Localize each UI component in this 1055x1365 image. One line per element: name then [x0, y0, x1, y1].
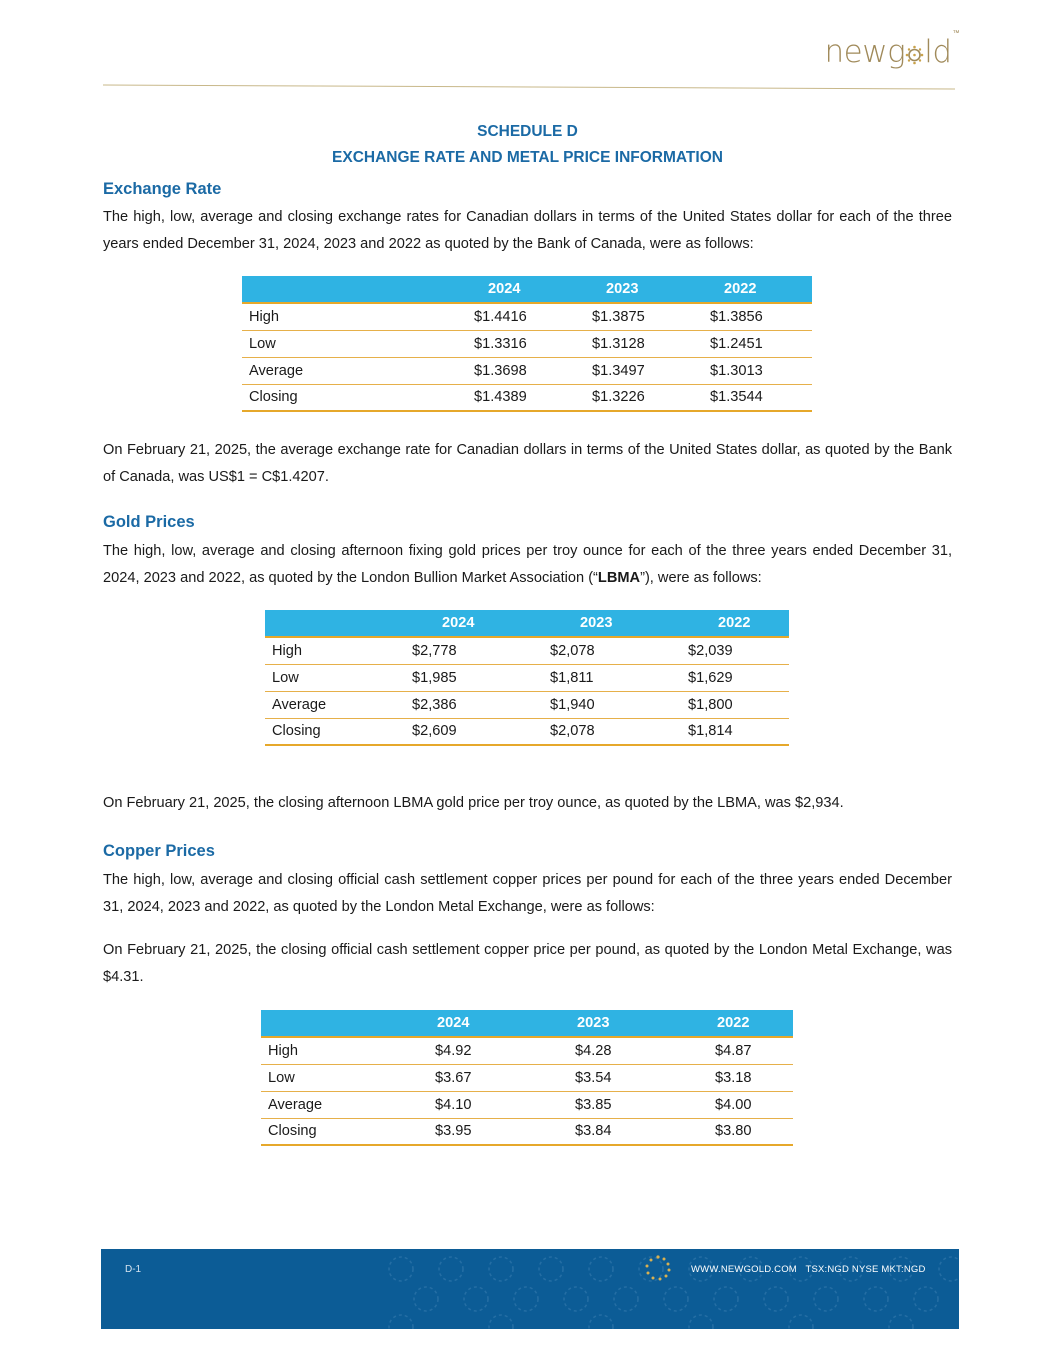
exchange-rate-heading: Exchange Rate [103, 180, 222, 198]
table-cell: $3.80 [699, 1118, 793, 1145]
logo-text-b: ld [924, 34, 952, 70]
table-cell: $1.3128 [592, 330, 710, 357]
table-header-row [265, 610, 789, 637]
logo-text-a: newg [824, 34, 906, 70]
schedule-subtitle: EXCHANGE RATE AND METAL PRICE INFORMATION [332, 149, 723, 166]
table-cell: $1.4416 [474, 303, 592, 330]
lbma-term: LBMA [597, 569, 641, 586]
column-header [265, 610, 412, 637]
schedule-title: SCHEDULE D [477, 123, 578, 140]
table-cell: $1.4389 [474, 384, 592, 411]
table-cell: $1.3497 [592, 357, 710, 384]
newgold-logo [824, 28, 959, 70]
column-header: 2022 [688, 610, 789, 637]
column-header: 2022 [710, 276, 812, 303]
table-cell: $1,814 [688, 718, 789, 745]
table-row [265, 691, 789, 718]
row-label: Low [261, 1064, 419, 1091]
exchange-rate-note: On February 21, 2025, the average exchange rate for Canadian dollars in terms of the United States dollar, as quoted by the Bank of Canada, was US$1 = C$1.4207. [103, 442, 952, 485]
column-header [242, 276, 474, 303]
copper-prices-intro: The high, low, average and closing official cash settlement copper prices per pound for each of the three years ended December 31, 2024, 2023 and 2022, as quoted by the London Metal Exchange, were as follows: [103, 872, 952, 915]
column-header [261, 1010, 419, 1037]
table-cell: $1.3316 [474, 330, 592, 357]
row-label: Closing [261, 1118, 419, 1145]
column-header: 2023 [550, 610, 688, 637]
gold-intro-text-end: ”), were as follows: [640, 569, 762, 586]
website-link[interactable]: WWW.NEWGOLD.COM [691, 1264, 797, 1275]
logo-sun-icon [905, 34, 924, 70]
table-cell: $1,940 [550, 691, 688, 718]
row-label: High [261, 1037, 419, 1064]
table-header-row [261, 1010, 793, 1037]
table-row [242, 357, 812, 384]
gold-prices-table [265, 610, 789, 746]
table-row [242, 303, 812, 330]
column-header: 2024 [419, 1010, 559, 1037]
column-header: 2022 [699, 1010, 793, 1037]
table-row [261, 1118, 793, 1145]
table-cell: $2,078 [550, 637, 688, 664]
row-label: Closing [265, 718, 412, 745]
gold-intro-text: The high, low, average and closing afternoon fixing gold prices per troy ounce for each of the three years ended December 31, 2024, 2023 and 2022, as quoted by the London Bullion Market Association (“ [103, 543, 952, 586]
table-cell: $2,609 [412, 718, 550, 745]
table-cell: $4.92 [419, 1037, 559, 1064]
table-cell: $1.3226 [592, 384, 710, 411]
table-cell: $1.3875 [592, 303, 710, 330]
table-cell: $1.3013 [710, 357, 812, 384]
copper-prices-table [261, 1010, 793, 1146]
table-row [261, 1037, 793, 1064]
table-cell: $4.28 [559, 1037, 699, 1064]
exchange-rate-table [242, 276, 812, 412]
table-cell: $3.95 [419, 1118, 559, 1145]
table-cell: $1.3698 [474, 357, 592, 384]
gold-prices-heading: Gold Prices [103, 513, 195, 531]
table-row [242, 384, 812, 411]
table-cell: $4.00 [699, 1091, 793, 1118]
table-row [261, 1091, 793, 1118]
row-label: High [242, 303, 474, 330]
column-header: 2024 [412, 610, 550, 637]
table-cell: $1.3856 [710, 303, 812, 330]
table-row [265, 637, 789, 664]
table-header-row [242, 276, 812, 303]
page-number: D-1 [125, 1264, 142, 1275]
table-row [265, 664, 789, 691]
table-cell: $1.3544 [710, 384, 812, 411]
row-label: Average [261, 1091, 419, 1118]
header-divider [103, 84, 955, 90]
table-cell: $3.18 [699, 1064, 793, 1091]
row-label: Average [265, 691, 412, 718]
table-row [261, 1064, 793, 1091]
table-cell: $1,800 [688, 691, 789, 718]
table-cell: $3.67 [419, 1064, 559, 1091]
row-label: Closing [242, 384, 474, 411]
newgold-sun-icon [644, 1254, 672, 1282]
table-row [265, 718, 789, 745]
copper-prices-heading: Copper Prices [103, 842, 215, 860]
exchange-rate-intro: The high, low, average and closing exchange rates for Canadian dollars in terms of the United States dollar for each of the three years ended December 31, 2024, 2023 and 2022 as quoted by the Bank of Canada, were as follows: [103, 209, 952, 252]
row-label: Average [242, 357, 474, 384]
column-header: 2023 [592, 276, 710, 303]
row-label: Low [242, 330, 474, 357]
table-cell: $1,811 [550, 664, 688, 691]
table-row [242, 330, 812, 357]
stock-tickers: TSX:NGD NYSE MKT:NGD [805, 1264, 926, 1275]
row-label: Low [265, 664, 412, 691]
table-cell: $3.85 [559, 1091, 699, 1118]
table-cell: $4.87 [699, 1037, 793, 1064]
trademark-mark: ™ [952, 28, 959, 37]
table-cell: $2,078 [550, 718, 688, 745]
table-cell: $2,386 [412, 691, 550, 718]
table-cell: $2,778 [412, 637, 550, 664]
column-header: 2023 [559, 1010, 699, 1037]
column-header: 2024 [474, 276, 592, 303]
page-footer [101, 1249, 959, 1329]
gold-prices-intro [103, 538, 952, 591]
table-cell: $3.54 [559, 1064, 699, 1091]
table-cell: $1,629 [688, 664, 789, 691]
row-label: High [265, 637, 412, 664]
table-cell: $3.84 [559, 1118, 699, 1145]
table-cell: $1.2451 [710, 330, 812, 357]
table-cell: $4.10 [419, 1091, 559, 1118]
table-cell: $2,039 [688, 637, 789, 664]
footer-links [691, 1264, 926, 1275]
copper-prices-note: On February 21, 2025, the closing official cash settlement copper price per pound, as quoted by the London Metal Exchange, was $4.31. [103, 942, 952, 985]
table-cell: $1,985 [412, 664, 550, 691]
gold-prices-note: On February 21, 2025, the closing afternoon LBMA gold price per troy ounce, as quoted by the LBMA, was $2,934. [103, 795, 844, 811]
